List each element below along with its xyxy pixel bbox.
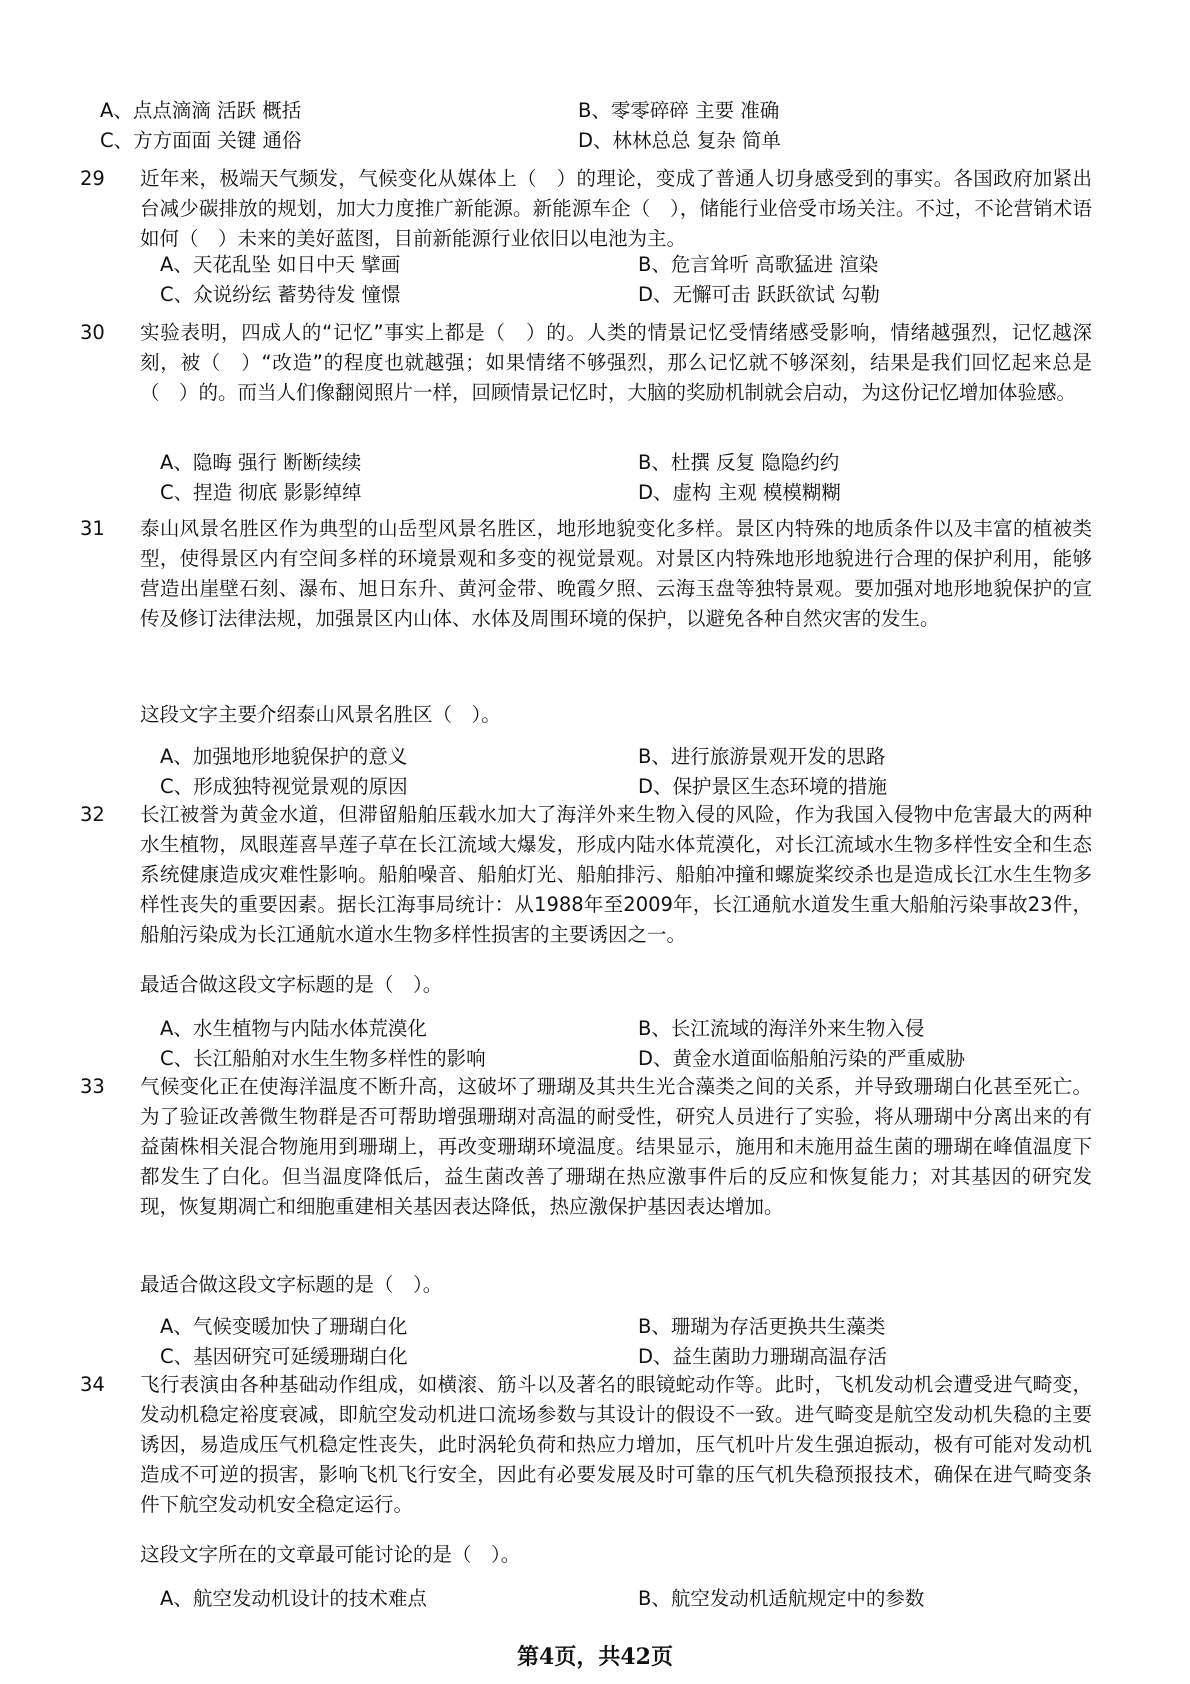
question-prompt: 最适合做这段文字标题的是（ ）。 [140,1273,443,1296]
option-b[interactable]: B、零零碎碎 主要 准确 [578,99,780,122]
option-a[interactable]: A、加强地形地貌保护的意义 [160,745,408,768]
option-b[interactable]: B、杜撰 反复 隐隐约约 [638,451,840,474]
option-c[interactable]: C、长江船舶对水生生物多样性的影响 [160,1047,486,1070]
option-d[interactable]: D、保护景区生态环境的措施 [638,775,888,798]
q30-options [0,448,1190,508]
question-prompt: 最适合做这段文字标题的是（ ）。 [140,973,443,996]
q33-options [0,1312,1190,1372]
option-a[interactable]: A、水生植物与内陆水体荒漠化 [160,1017,427,1040]
option-d[interactable]: D、益生菌助力珊瑚高温存活 [638,1345,888,1368]
question-number: 34 [80,1373,105,1396]
question-number: 31 [80,517,105,540]
question-prompt: 这段文字所在的文章最可能讨论的是（ ）。 [140,1543,521,1566]
option-c[interactable]: C、基因研究可延缓珊瑚白化 [160,1345,408,1368]
option-a[interactable]: A、点点滴滴 活跃 概括 [100,99,302,122]
option-b[interactable]: B、珊瑚为存活更换共生藻类 [638,1315,886,1338]
option-d[interactable]: D、虚构 主观 模模糊糊 [638,481,841,504]
option-a[interactable]: A、天花乱坠 如日中天 擘画 [160,253,401,276]
question-number: 29 [80,167,105,190]
question-number: 30 [80,321,105,344]
option-c[interactable]: C、捏造 彻底 影影绰绰 [160,481,362,504]
q28-options [0,96,1190,156]
option-b[interactable]: B、危言耸听 高歌猛进 渲染 [638,253,879,276]
option-a[interactable]: A、航空发动机设计的技术难点 [160,1587,427,1610]
option-d[interactable]: D、黄金水道面临船舶污染的严重威胁 [638,1047,966,1070]
option-c[interactable]: C、众说纷纭 蓄势待发 憧憬 [160,283,401,306]
option-c[interactable]: C、形成独特视觉景观的原因 [160,775,408,798]
option-b[interactable]: B、进行旅游景观开发的思路 [638,745,886,768]
question-text: 实验表明，四成人的“记忆”事实上都是（ ）的。人类的情景记忆受情绪感受影响，情绪越强烈，记忆越深刻，被（ ）“改造”的程度也就越强；如果情绪不够强烈，那么记忆就不够深刻，结果是我们回忆起来总是（ ）的。而当人们像翻阅照片一样，回顾情景记忆时，大脑的奖励机制就会启动，为这份记忆增加体验感。 [140,321,1092,404]
q31-options [0,742,1190,802]
question-text: 近年来，极端天气频发，气候变化从媒体上（ ）的理论，变成了普通人切身感受到的事实。各国政府加紧出台减少碳排放的规划，加大力度推广新能源。新能源车企（ ），储能行业倍受市场关注。不过，不论营销术语如何（ ）未来的美好蓝图，目前新能源行业依旧以电池为主。 [140,167,1092,250]
question-text: 气候变化正在使海洋温度不断升高，这破坏了珊瑚及其共生光合藻类之间的关系，并导致珊瑚白化甚至死亡。为了验证改善微生物群是否可帮助增强珊瑚对高温的耐受性，研究人员进行了实验，将从珊瑚中分离出来的有益菌株相关混合物施用到珊瑚上，再改变珊瑚环境温度。结果显示，施用和未施用益生菌的珊瑚在峰值温度下都发生了白化。但当温度降低后，益生菌改善了珊瑚在热应激事件后的反应和恢复能力；对其基因的研究发现，恢复期凋亡和细胞重建相关基因表达降低，热应激保护基因表达增加。 [140,1075,1092,1218]
option-b[interactable]: B、长江流域的海洋外来生物入侵 [638,1017,925,1040]
q29-options [0,250,1190,310]
option-b[interactable]: B、航空发动机适航规定中的参数 [638,1587,925,1610]
page-footer: 第4页，共42页 [517,1644,673,1670]
question-number: 32 [80,803,105,826]
option-c[interactable]: C、方方面面 关键 通俗 [100,129,302,152]
question-text: 长江被誉为黄金水道，但滞留船舶压载水加大了海洋外来生物入侵的风险，作为我国入侵物中危害最大的两种水生植物，凤眼莲喜旱莲子草在长江流域大爆发，形成内陆水体荒漠化，对长江流域水生物多样性安全和生态系统健康造成灾难性影响。船舶噪音、船舶灯光、船舶排污、船舶冲撞和螺旋桨绞杀也是造成长江水生生物多样性丧失的重要因素。据长江海事局统计：从1988年至2009年，长江通航水道发生重大船舶污染事故23件，船舶污染成为长江通航水道水生物多样性损害的主要诱因之一。 [140,803,1092,946]
question-prompt: 这段文字主要介绍泰山风景名胜区（ ）。 [140,703,501,726]
question-text: 飞行表演由各种基础动作组成，如横滚、筋斗以及著名的眼镜蛇动作等。此时，飞机发动机会遭受进气畸变，发动机稳定裕度衰减，即航空发动机进口流场参数与其设计的假设不一致。进气畸变是航空发动机失稳的主要诱因，易造成压气机稳定性丧失，此时涡轮负荷和热应力增加，压气机叶片发生强迫振动，极有可能对发动机造成不可逆的损害，影响飞机飞行安全，因此有必要发展及时可靠的压气机失稳预报技术，确保在进气畸变条件下航空发动机安全稳定运行。 [140,1373,1092,1516]
option-d[interactable]: D、林林总总 复杂 简单 [578,129,781,152]
question-number: 33 [80,1075,105,1098]
q32-options [0,1014,1190,1074]
question-text: 泰山风景名胜区作为典型的山岳型风景名胜区，地形地貌变化多样。景区内特殊的地质条件以及丰富的植被类型，使得景区内有空间多样的环境景观和多变的视觉景观。对景区内特殊地形地貌进行合理的保护利用，能够营造出崖壁石刻、瀑布、旭日东升、黄河金带、晚霞夕照、云海玉盘等独特景观。要加强对地形地貌保护的宣传及修订法律法规，加强景区内山体、水体及周围环境的保护，以避免各种自然灾害的发生。 [140,517,1092,630]
option-a[interactable]: A、隐晦 强行 断断续续 [160,451,362,474]
option-a[interactable]: A、气候变暖加快了珊瑚白化 [160,1315,408,1338]
q34-options [0,1584,1190,1614]
option-d[interactable]: D、无懈可击 跃跃欲试 勾勒 [638,283,880,306]
